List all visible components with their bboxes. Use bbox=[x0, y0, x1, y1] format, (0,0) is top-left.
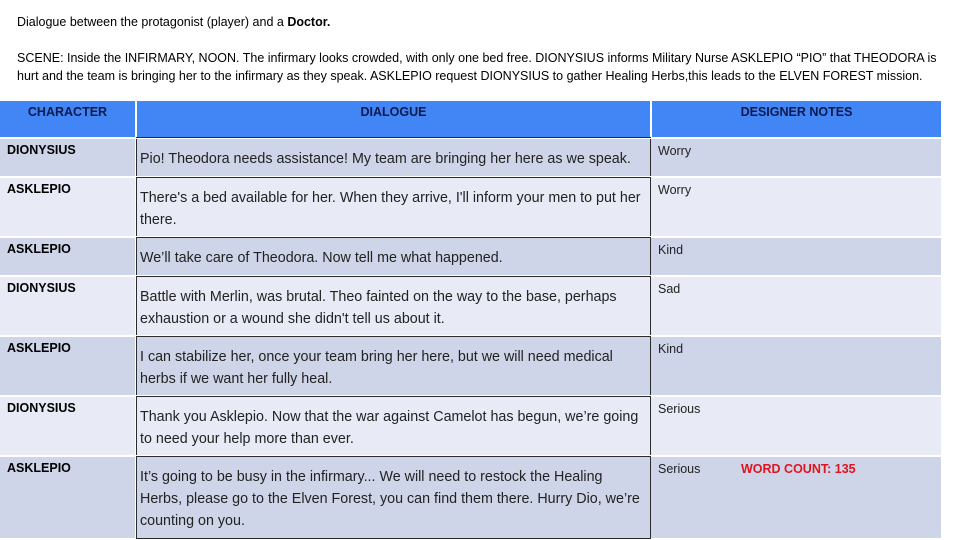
divider bbox=[136, 237, 651, 238]
divider bbox=[136, 276, 651, 277]
dialogue-cell: It’s going to be busy in the infirmary... We will need to restock the Healing Herbs, please go to the Elven Forest, you can find them there. Hurry Dio, we’re counting on you. bbox=[136, 457, 651, 538]
note-cell: Worry bbox=[651, 178, 941, 236]
table-row bbox=[0, 238, 941, 275]
scene-description: SCENE: Inside the INFIRMARY, NOON. The infirmary looks crowded, with only one bed free. DIONYSIUS informs Military Nurse ASKLEPIO “PIO” that THEODORA is hurt and the team is bringing her to the infirmary as they speak. ASKLEPIO request DIONYSIUS to gather Healing Herbs,this leads to the ELVEN FOREST mission. bbox=[17, 51, 937, 83]
header-dialogue: DIALOGUE bbox=[137, 101, 650, 137]
character-cell: DIONYSIUS bbox=[0, 277, 135, 335]
note-cell: Kind bbox=[651, 337, 941, 395]
note-cell: Sad bbox=[651, 277, 941, 335]
intro-text bbox=[17, 13, 947, 85]
character-cell: ASKLEPIO bbox=[0, 457, 135, 538]
note-cell: Kind bbox=[651, 238, 941, 275]
dialogue-cell: I can stabilize her, once your team bring her here, but we will need medical herbs if we want her fully heal. bbox=[136, 337, 651, 395]
note-cell: Serious bbox=[651, 397, 941, 455]
note-cell: Worry bbox=[651, 139, 941, 176]
note-cell: Serious bbox=[651, 457, 941, 538]
dialogue-cell: Thank you Asklepio. Now that the war against Camelot has begun, we’re going to need your help more than ever. bbox=[136, 397, 651, 455]
divider bbox=[136, 336, 651, 337]
header-character: CHARACTER bbox=[0, 101, 135, 137]
role-label: Doctor. bbox=[287, 15, 331, 29]
character-cell: ASKLEPIO bbox=[0, 337, 135, 395]
table-row bbox=[0, 277, 941, 335]
table-row bbox=[0, 139, 941, 176]
divider bbox=[136, 456, 651, 457]
table-row bbox=[0, 178, 941, 236]
dialogue-cell: Pio! Theodora needs assistance! My team are bringing her here as we speak. bbox=[136, 139, 651, 176]
word-count-label: WORD COUNT: 135 bbox=[741, 462, 856, 476]
divider bbox=[136, 177, 651, 178]
dialogue-title: Dialogue between the protagonist (player) and a Doctor. bbox=[17, 15, 331, 29]
divider bbox=[136, 538, 651, 539]
table-row bbox=[0, 397, 941, 455]
character-cell: ASKLEPIO bbox=[0, 238, 135, 275]
divider bbox=[136, 137, 651, 138]
dialogue-cell: Battle with Merlin, was brutal. Theo fainted on the way to the base, perhaps exhaustion or a wound she didn't tell us about it. bbox=[136, 277, 651, 335]
character-cell: ASKLEPIO bbox=[0, 178, 135, 236]
divider bbox=[136, 396, 651, 397]
dialogue-cell: We’ll take care of Theodora. Now tell me what happened. bbox=[136, 238, 651, 275]
header-designer-notes: DESIGNER NOTES bbox=[652, 101, 941, 137]
character-cell: DIONYSIUS bbox=[0, 139, 135, 176]
table-row bbox=[0, 337, 941, 395]
dialogue-cell: There's a bed available for her. When they arrive, I'll inform your men to put her there. bbox=[136, 178, 651, 236]
character-cell: DIONYSIUS bbox=[0, 397, 135, 455]
